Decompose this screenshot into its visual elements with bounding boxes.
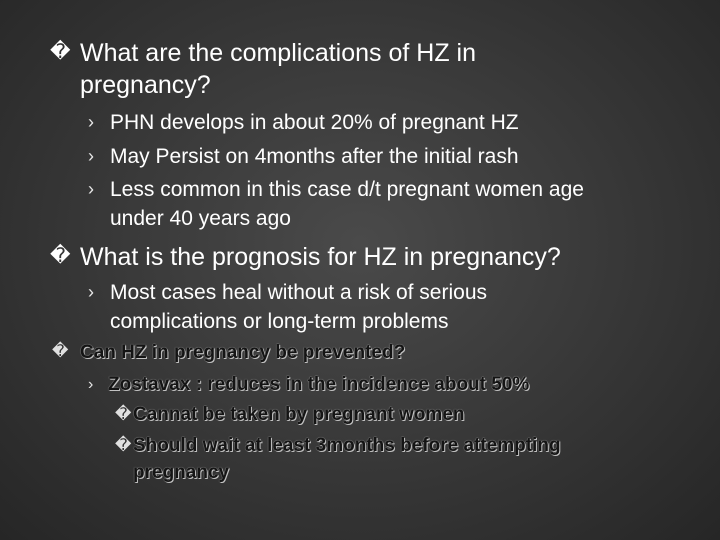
list-item: PHN develops in about 20% of pregnant HZ bbox=[110, 111, 519, 134]
sub-list-item: Cannat be taken by pregnant women bbox=[133, 404, 465, 425]
sub-list-item: Should wait at least 3months before attempting bbox=[133, 435, 561, 456]
heading-line: What are the complications of HZ in bbox=[80, 39, 476, 67]
bullet-glyph: � bbox=[115, 437, 132, 454]
heading-line: pregnancy? bbox=[80, 71, 211, 99]
list-item: Most cases heal without a risk of serious bbox=[110, 281, 487, 304]
bullet-glyph: � bbox=[50, 41, 71, 63]
sub-list-item-continuation: pregnancy bbox=[133, 462, 230, 483]
heading-line: What is the prognosis for HZ in pregnancy? bbox=[80, 243, 561, 271]
arrow-bullet-icon: › bbox=[88, 146, 94, 166]
arrow-bullet-icon: › bbox=[88, 282, 94, 302]
bullet-glyph: � bbox=[50, 245, 71, 267]
arrow-bullet-icon: › bbox=[88, 112, 94, 132]
list-item-continuation: complications or long-term problems bbox=[110, 310, 449, 333]
arrow-bullet-icon: › bbox=[88, 179, 94, 199]
list-item: Zostavax : reduces in the incidence about 50% bbox=[108, 374, 530, 395]
list-item: Less common in this case d/t pregnant women age bbox=[110, 178, 584, 201]
list-item: May Persist on 4months after the initial rash bbox=[110, 145, 519, 168]
bullet-glyph: � bbox=[52, 343, 69, 360]
bullet-glyph: � bbox=[115, 406, 132, 423]
heading-line: Can HZ in pregnancy be prevented? bbox=[80, 342, 406, 363]
list-item-continuation: under 40 years ago bbox=[110, 207, 291, 230]
arrow-bullet-icon: › bbox=[88, 376, 94, 393]
